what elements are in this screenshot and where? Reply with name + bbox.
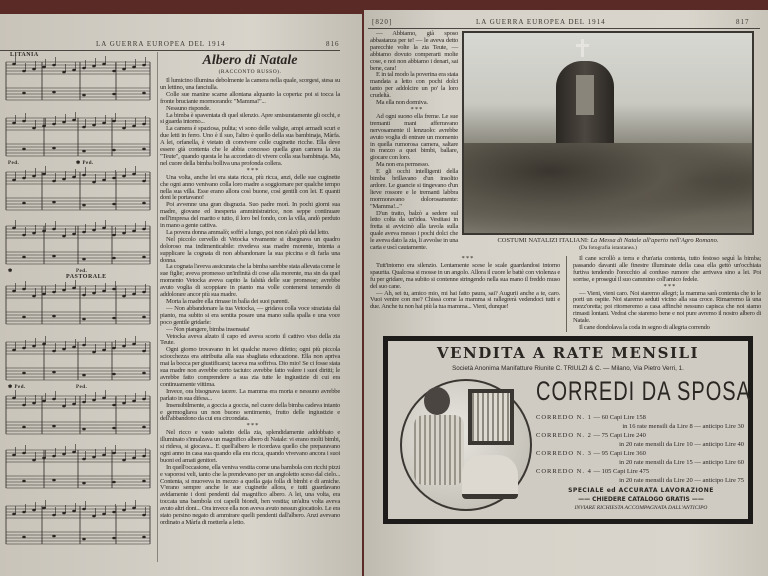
note: [102, 122, 106, 125]
advertisement-triulzi: [383, 336, 753, 524]
note: [132, 66, 136, 69]
section-separator: ***: [461, 255, 475, 262]
note: [82, 231, 86, 234]
note: [92, 229, 96, 232]
note: [122, 232, 126, 235]
paragraph: Morta la madre ella rimase in balìa dei suoi parenti.: [166, 298, 289, 305]
note: [122, 459, 126, 462]
note: [92, 399, 96, 402]
paragraph: Invece, ora bisognava tacere. La mamma era morta e nessuno avrebbe parlato in sua difesa...: [160, 387, 340, 402]
paragraph: La camera è spaziosa, pulita; vi sono delle valigie, ampi armadi scuri e due letti in ferro. Uno è il suo, l'altro è quello della sua bambinaja, Màrfa. A lei, orfanella, è vietato di convivere colle cuginette ricche. Ella deve essere già contenta che le abbia concesso quella gran camera la zia "Teute", quando questa le ha accordato di vivere colla sua bambinaja. Ma, nel cuore della bimba bolliva una profonda collera.: [160, 125, 340, 167]
pedal-mark: Ped.: [8, 161, 20, 166]
corredo-rate: in 16 rate mensili da Lire 8 — anticipo Lire 30: [622, 422, 744, 430]
note: [112, 70, 116, 73]
note: [142, 92, 146, 95]
note: [92, 65, 96, 68]
ad-corredo-item: [536, 413, 744, 431]
note: [72, 451, 76, 454]
ad-corredo-item: [536, 449, 744, 467]
note: [82, 374, 86, 377]
note: [102, 63, 106, 66]
note: [22, 177, 26, 180]
corredo-name: CORREDO N. 1: [536, 413, 592, 421]
note: [82, 508, 86, 511]
note: [142, 64, 146, 67]
music-title-litania: LITANIA: [10, 52, 39, 58]
note: [142, 123, 146, 126]
note: [42, 66, 46, 69]
note: [132, 125, 136, 128]
note: [122, 295, 126, 298]
paragraph: Il cane dondolava la coda in segno di allegria correndo: [579, 324, 710, 332]
note: [22, 316, 26, 319]
note: [42, 293, 46, 296]
note: [52, 371, 56, 374]
note: [132, 457, 136, 460]
paragraph: Nel piccolo cervello di Vetocka vivamente si disegnava un quadro doloroso ma indimenticabile: rivedeva sua madre morente, intenta a supplicare la cognata di non abbandonare la sua piccina e di farla una donna.: [160, 235, 340, 264]
note: [112, 373, 116, 376]
note: [82, 482, 86, 485]
note: [52, 201, 56, 204]
note: [112, 257, 116, 260]
note: [62, 178, 66, 181]
running-header: LA GUERRA EUROPEA DEL 1914: [96, 40, 226, 48]
note: [102, 349, 106, 352]
note: [132, 343, 136, 346]
note: [52, 91, 56, 94]
top-row: [370, 31, 762, 252]
section-separator: ***: [246, 422, 260, 430]
note: [82, 204, 86, 207]
music-staves: [4, 50, 154, 570]
paragraph: Nessuno risponde.: [166, 104, 211, 112]
note: [52, 147, 56, 150]
paragraph: La bimba è spaventata di quel silenzio. Apre smisuratamente gli occhi, e si guarda intorno...: [160, 111, 340, 126]
right-page: [364, 10, 768, 576]
pedal-mark: Ped.: [76, 385, 88, 390]
note: [102, 290, 106, 293]
note: [32, 68, 36, 71]
note: [82, 258, 86, 261]
note: [32, 127, 36, 130]
column-rule: [566, 256, 567, 332]
note: [32, 345, 36, 348]
note: [72, 176, 76, 179]
narrow-column-text: [370, 31, 458, 252]
note: [142, 228, 146, 231]
running-header: LA GUERRA EUROPEA DEL 1914: [476, 18, 606, 26]
note: [42, 400, 46, 403]
note: [22, 288, 26, 291]
note: [142, 350, 146, 353]
note: [82, 318, 86, 321]
section-separator: ***: [663, 282, 677, 290]
story-heading: [160, 53, 340, 76]
music-title-pastorale: PASTORALE: [66, 274, 107, 280]
pedal-mark: ✽ Ped.: [76, 161, 94, 166]
note: [12, 227, 16, 230]
story-title: Albero di Natale: [202, 53, 298, 68]
paragraph: La povera donna ammalò; soffrì a lungo, poi non s'alzò più dal letto.: [166, 228, 330, 236]
note: [72, 403, 76, 406]
corredo-rate: in 20 rate mensili da Lire 20 — anticipo Lire 75: [619, 476, 744, 484]
note: [142, 256, 146, 259]
pedal-mark: ✽ Ped.: [8, 385, 26, 390]
note: [72, 233, 76, 236]
note: [82, 428, 86, 431]
note: [12, 122, 16, 125]
ad-corredo-item: [536, 431, 744, 449]
paragraph: La cognata l'aveva assicurata che la bimba sarebbe stata allevata come le sue figlie; aveva promesso un'infinità di cose alla morente, ma sin da quel momento Vetocka aveva capito la falsità delle sue promesse; avrebbe avuto voglia di scoppiare in pianto ma volle contenersi temendo di addolorare ancor più sua madre.: [160, 263, 340, 299]
blouse: [414, 415, 464, 485]
note: [82, 294, 86, 297]
note: [112, 149, 116, 152]
paragraph: Ogni giorno trovavano in lei qualche nuovo difetto; ogni più piccola sciocchezza era attribuita alla sua sbagliata educazione. Ella non apriva mai la bocca per giustificarsi; taceva ma soffriva. Dio mio! Se ci fosse stata sua madre non avrebbe certo taciuto: avrebbe fatto valere i suoi diritti; le avrebbe fatto comprendere a sua zia tutte le ingiustizie di cui era continuamente vittima.: [160, 346, 340, 388]
paragraph: — Ah, sei tu, amico mio, mi hai fatto paura, sai? Augurii anche a te, caro. Vuoi venire con me? Chissà come la mamma si rallegrerà vedendoci tutti e due. Anche tu non hai più la tua mamma... Vieni, dunque!: [370, 289, 560, 311]
note: [112, 452, 116, 455]
text-columns: [370, 256, 762, 332]
paragraph: D'un tratto, balzò a sedere sul letto colta da un'idea. Vestitasi in fretta si avvicinò alla tavola sulla quale aveva messo i pochi dolci che le aveva dato la zia, li avvolse in una carta e uscì cautamente.: [370, 209, 458, 252]
corredo-capi: — 105 Capi Lire 475: [593, 467, 650, 475]
note: [112, 427, 116, 430]
note: [142, 180, 146, 183]
story-subtitle: (RACCONTO RUSSO).: [218, 69, 282, 75]
ad-headline: VENDITA A RATE MENSILI: [436, 343, 700, 362]
shrine-image: [576, 75, 594, 115]
note: [142, 291, 146, 294]
paragraph: — Abbiamo, già sposo abbastanza per te! — le aveva detto parecchie volte la zia Teute, — abbiamo dovuto comperarti molte cose, e noi non abbiamo i denari, sai bene, cara!: [370, 30, 458, 72]
note: [112, 288, 116, 291]
note: [142, 316, 146, 319]
note: [62, 405, 66, 408]
note: [12, 290, 16, 293]
note: [42, 507, 46, 510]
note: [42, 173, 46, 176]
note: [92, 515, 96, 518]
woman-head: [424, 387, 450, 415]
note: [12, 349, 16, 352]
note: [52, 180, 56, 183]
cross-bar: [576, 44, 589, 47]
note: [22, 480, 26, 483]
note: [52, 479, 56, 482]
note: [122, 509, 126, 512]
note: [122, 68, 126, 71]
note: [142, 148, 146, 151]
section-separator: ***: [410, 105, 424, 113]
note: [92, 351, 96, 354]
camisole: [468, 389, 514, 445]
note: [52, 514, 56, 517]
header-rule: [368, 28, 760, 29]
note: [92, 181, 96, 184]
corredo-name: CORREDO N. 4: [536, 467, 592, 475]
note: [22, 120, 26, 123]
paragraph: — Non piangere, bimba insensata!: [166, 325, 250, 333]
text-column-right: [573, 256, 761, 332]
note: [82, 401, 86, 404]
note: [112, 203, 116, 206]
note: [52, 425, 56, 428]
paragraph: In quell'occasione, ella veniva vestita come una bambola con ricchi pizzi e vaporosi veli, tanto che la prendevano per un angioletto sceso dal cielo... Contenta, si muoveva in mezzo a quella gaja folla di bimbi e di amiche. V'erano sempre anche le sue cuginette allora, e tutti guardavano avidamente i doni pendenti dal magnifico albero. A lei, una volta, era toccata una bambola coi capelli biondi, ben vestita; un'altra volta aveva avuto altri doni... Ora invece ella non aveva avuto nessun giocattolo. Le era stato persino negato di ammirare quelli pendenti dall'albero. Anzi avevano ordinato a Màrfa di metterla a letto.: [160, 463, 340, 526]
ad-company: Società Anonima Manifatture Riunite C. TRIULZI & C. — Milano, Via Pietro Verri, 1.: [452, 364, 684, 372]
text-column-left: [370, 256, 560, 332]
sheet-music: [4, 50, 154, 570]
paragraph: Ma ella non dormiva.: [376, 99, 428, 107]
note: [142, 202, 146, 205]
ad-illustration-lingerie: [400, 379, 532, 511]
note: [22, 202, 26, 205]
note: [52, 455, 56, 458]
note: [12, 179, 16, 182]
ad-catalog: —— CHIEDERE CATALOGO GRATIS ——: [578, 495, 704, 503]
note: [32, 295, 36, 298]
note: [32, 175, 36, 178]
note: [22, 426, 26, 429]
paragraph: Il lumicino illumina debolmente la camera nella quale, scorgesi, stesa su un lettino, una fanciulla.: [160, 77, 340, 91]
note: [132, 293, 136, 296]
note: [82, 67, 86, 70]
note: [52, 535, 56, 538]
note: [142, 426, 146, 429]
note: [122, 402, 126, 405]
note: [82, 344, 86, 347]
note: [122, 127, 126, 130]
note: [22, 234, 26, 237]
paragraph: Nel ricco e vasto salotto della zia, splendidamente addobbato e illuminato s'innalzava un magnifico albero di Natale: vi erano molti bimbi, si rideva, si giocava... E quell'albero le ricordava quello che preparavano ogni anno in casa sua quando ella era ricca, quando vivevano ancora i suoi buoni ed amati genitori.: [160, 429, 340, 464]
note: [32, 459, 36, 462]
corredo-capi: — 75 Capi Lire 240: [593, 431, 646, 439]
right-page-content: [370, 31, 762, 524]
note: [112, 177, 116, 180]
corredo-name: CORREDO N. 2: [536, 431, 592, 439]
pedal-mark: Ped.: [76, 269, 88, 274]
note: [112, 404, 116, 407]
note: [52, 350, 56, 353]
paragraph: Colle sue manine scarne allontana alquanto la coperta: poi si tocca la fronte bruciante mormorando: "Mamma!"...: [160, 90, 340, 105]
note: [42, 457, 46, 460]
note: [22, 404, 26, 407]
ad-product: CORREDI DA SPOSA: [536, 376, 751, 407]
note: [102, 454, 106, 457]
note: [122, 175, 126, 178]
note: [112, 234, 116, 237]
paragraph: Poi avvenne una gran disgrazia. Suo padre morì. In pochi giorni sua madre, giovane ed inesperta amministratrice, non seppe continuare nell'impresa del marito e tutto, il loro bel fondo, con la villa, andò perduto in mano a gente cattiva.: [160, 201, 340, 230]
corredo-capi: — 60 Capi Lire 158: [593, 413, 646, 421]
note: [112, 347, 116, 350]
ad-special: SPECIALE ed ACCURATA LAVORAZIONE: [568, 486, 714, 494]
note: [82, 150, 86, 153]
corredo-rate: in 20 rate mensili da Lire 10 — anticipo Lire 40: [619, 440, 744, 448]
note: [92, 456, 96, 459]
story: [160, 53, 340, 527]
paragraph: E gli occhi intelligenti della bimba brillavano d'un insolito ardore. Le guancie si tingevano d'un lieve rossore e le tremanti labbra mormoravano dolorosamente: "Mamma!...": [370, 168, 458, 210]
note: [32, 232, 36, 235]
page-number: 817: [736, 18, 750, 26]
note: [142, 480, 146, 483]
note: [72, 69, 76, 72]
left-page: [0, 14, 362, 576]
paragraph: Vetocka aveva alzato il capo ed aveva scorto il cattivo viso della zia Teute.: [160, 332, 340, 347]
corredo-rate: in 20 rate mensili da Lire 15 — anticipo Lire 60: [619, 458, 744, 466]
note: [62, 235, 66, 238]
note: [52, 291, 56, 294]
note: [62, 348, 66, 351]
note: [72, 119, 76, 122]
photo-christmas-mass: [462, 31, 754, 235]
column-rule: [157, 52, 158, 562]
note: [102, 227, 106, 230]
note: [82, 174, 86, 177]
ad-items: [536, 413, 744, 485]
corredo-name: CORREDO N. 3: [536, 449, 592, 457]
note: [22, 347, 26, 350]
note: [12, 454, 16, 457]
note: [62, 71, 66, 74]
note: [82, 94, 86, 97]
paragraph: — Vieni, vieni caro. Noi staremo allegri; la mamma sarà contenta che io le porti un ospite. Noi staremo seduti vicino alla sua croce. Rimarremo là una mezz'oretta; poi ritorneremo a casa affinchè nessuno capisca che noi siamo rimasti lontani. Vedrai che staremo bene e noi pure avremo il nostro albero di Natale.: [573, 289, 761, 325]
note: [22, 92, 26, 95]
note: [102, 397, 106, 400]
paragraph: Ad ogni suono ella freme. Le sue tremanti mani afferravano nervosamente il lenzuolo: avrebbe avuto voglia di entrare un momento in quella rumorosa camera, saltare in mezzo a quei bimbi, ballare, giocare con loro.: [370, 112, 458, 162]
ad-note: INVIARE RICHIESTA ACCOMPAGNATA DALL'ANTICIPO: [574, 504, 708, 511]
note: [72, 346, 76, 349]
note: [52, 255, 56, 258]
note: [132, 507, 136, 510]
note: [132, 400, 136, 403]
note: [112, 120, 116, 123]
note: [22, 372, 26, 375]
paragraph: Insensibilmente, a goccia a goccia, nel cuore della bimba cadeva intanto e germogliava un non buono sentimento, frutto delle ingiustizie e dell'abbandono da cui era circondata.: [160, 401, 340, 423]
note: [112, 317, 116, 320]
note: [12, 513, 16, 516]
paragraph: E in tal modo la poverina era stata mandata a letto con pochi dolci tanto per addolcire un po' la loro crudeltà.: [370, 71, 458, 100]
cross-icon: [581, 39, 584, 57]
note: [72, 287, 76, 290]
note: [62, 289, 66, 292]
note: [82, 458, 86, 461]
note: [112, 511, 116, 514]
note: [12, 63, 16, 66]
ad-corredo-item: [536, 467, 744, 485]
kneeling-crowd: [464, 143, 752, 235]
section-separator: ***: [246, 166, 260, 174]
note: [22, 452, 26, 455]
note: [102, 179, 106, 182]
note: [62, 121, 66, 124]
pedal-mark: ✽: [8, 269, 13, 274]
note: [122, 345, 126, 348]
note: [32, 509, 36, 512]
note: [52, 398, 56, 401]
note: [102, 513, 106, 516]
note: [142, 514, 146, 517]
note: [142, 536, 146, 539]
note: [22, 511, 26, 514]
photo-block: [462, 31, 754, 252]
note: [52, 315, 56, 318]
note: [62, 512, 66, 515]
note: [142, 372, 146, 375]
note: [132, 230, 136, 233]
note: [42, 125, 46, 128]
paragraph: — Non abbandonare la tua Vetocka, — gridava colla voce straziata dal pianto, ma subito si era sentita posare una mano sulla spalla e una voce poco gentile gridarle:: [160, 304, 340, 326]
paragraph: Ma non era permesso.: [376, 161, 430, 169]
photo-caption: COSTUMI NATALIZI ITALIANI: La Messa di Natale all'aperto nell'Agro Romano.: [497, 237, 719, 244]
note: [92, 292, 96, 295]
note: [42, 230, 46, 233]
note: [32, 402, 36, 405]
note: [82, 126, 86, 129]
note: [52, 64, 56, 67]
note: [112, 93, 116, 96]
corredo-capi: — 95 Capi Lire 360: [593, 449, 646, 457]
note: [62, 453, 66, 456]
note: [142, 455, 146, 458]
note: [22, 256, 26, 259]
note: [52, 123, 56, 126]
note: [142, 398, 146, 401]
note: [112, 481, 116, 484]
note: [82, 538, 86, 541]
story-text: [160, 78, 340, 527]
note: [72, 510, 76, 513]
page-number: 816: [326, 40, 340, 48]
paragraph: Tutt'intorno era silenzio. Lentamente scese le scale guardandosi intorno spaurita. Qualcosa si mosse in un angolo. Allora il cuore le battè con violenza e fu per gridare, ma subito si contenne stringendo nella sua mano il freddo muso del suo cane.: [370, 261, 560, 290]
bracket-number: [820]: [372, 18, 393, 26]
paragraph: Una volta, anche lei era stata ricca, più ricca, anzi, delle sue cuginette che ogni anno venivano colla loro madre a soggiornare per qualche tempo nella sua villa. Esse erano allora così buone, così gentili con lei. E quanti doni le portavano!: [160, 173, 340, 202]
paragraph: Il cane scrollò a terra e d'un'aria contenta, tutto festoso seguì la bimba; passando davanti alle finestre illuminate della casa ella gettò un'occhiata furtiva tendendo l'orecchio al confuso rumore che arrivava sino a lei. Poi sorrise, e proseguì il suo cammino coll'amico fedele.: [573, 255, 761, 283]
note: [12, 397, 16, 400]
note: [92, 124, 96, 127]
photo-credit: (Da fotografia istantanea.): [579, 245, 637, 251]
note: [22, 536, 26, 539]
note: [52, 228, 56, 231]
petticoat: [462, 455, 518, 499]
note: [132, 173, 136, 176]
note: [42, 343, 46, 346]
note: [112, 537, 116, 540]
note: [22, 70, 26, 73]
note: [22, 148, 26, 151]
